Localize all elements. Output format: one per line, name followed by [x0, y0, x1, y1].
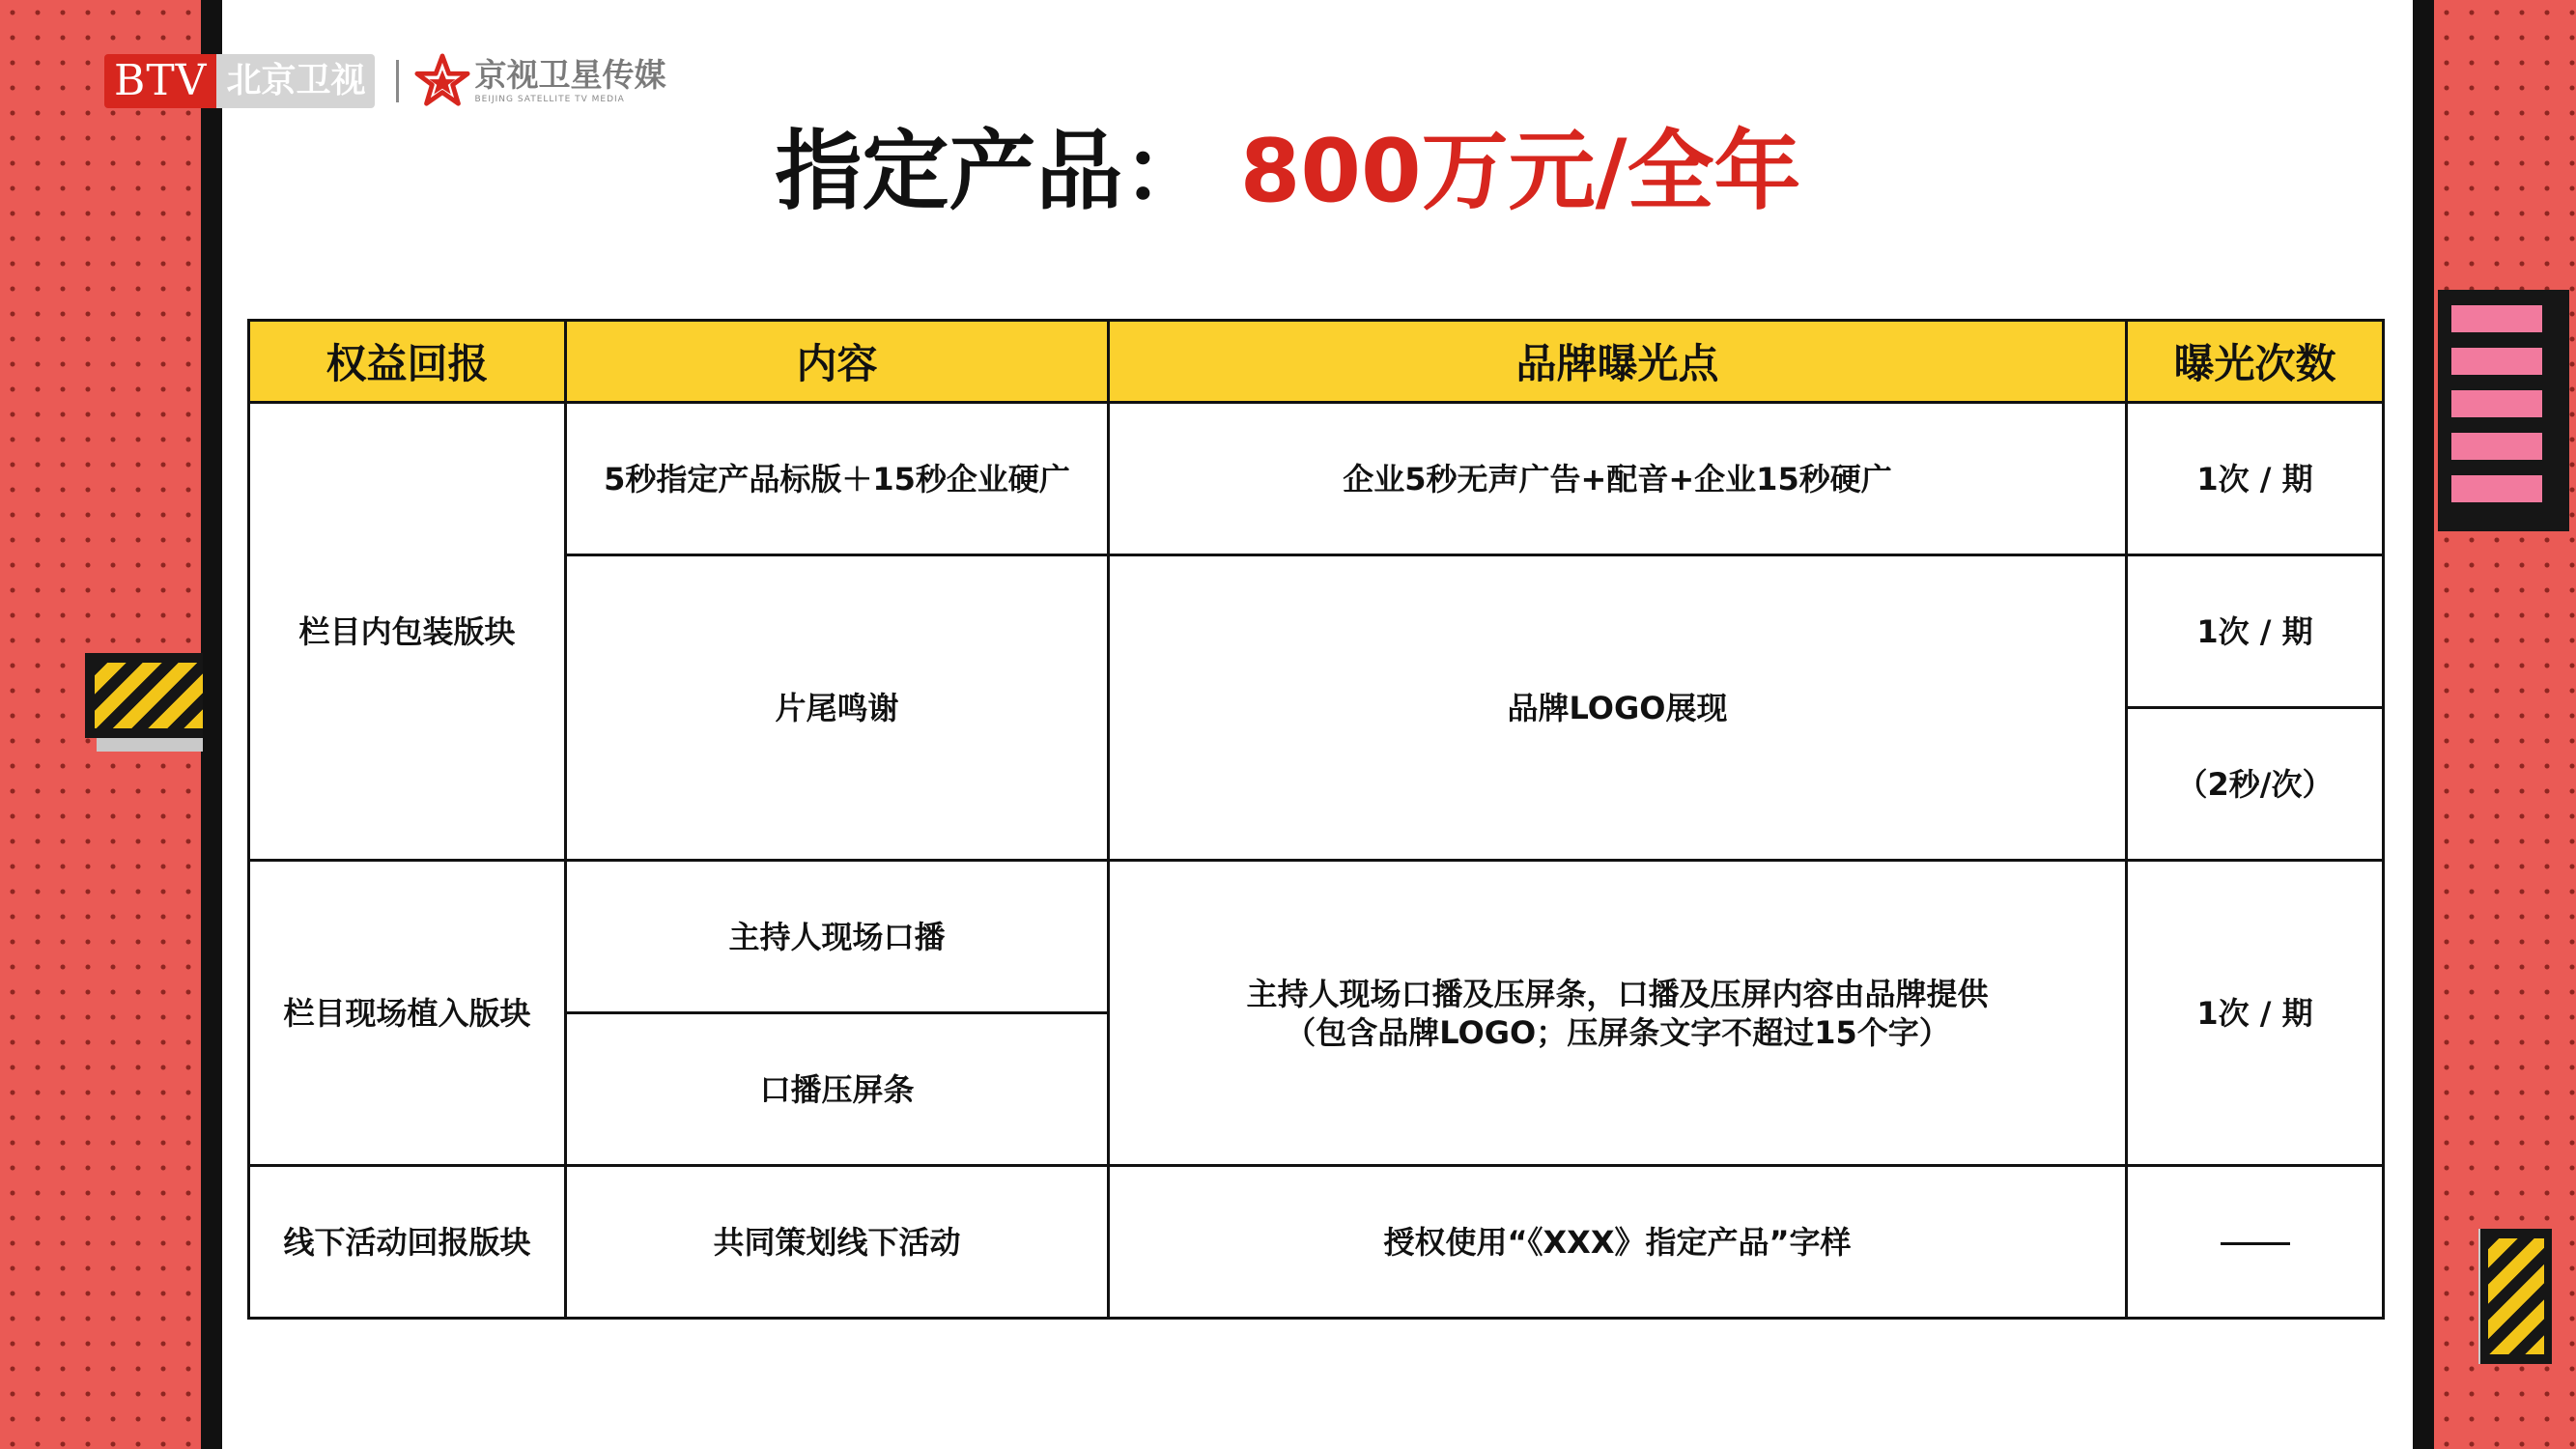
star-icon	[414, 53, 470, 109]
hazard-stripe-block-left	[85, 653, 203, 738]
count-cell: 1次 / 期	[2127, 555, 2384, 708]
exposure-cell: 授权使用“《XXX》指定产品”字样	[1109, 1166, 2127, 1319]
exposure-cell: 企业5秒无声广告+配音+企业15秒硬广	[1109, 403, 2127, 555]
company-name-cn: 京视卫星传媒	[474, 56, 666, 94]
title-main: 指定产品：	[775, 121, 1210, 222]
header-exposure-count: 曝光次数	[2127, 321, 2384, 403]
content-cell: 共同策划线下活动	[566, 1166, 1109, 1319]
hazard-block-shadow	[97, 738, 203, 752]
exposure-cell	[1109, 861, 2127, 1166]
channel-logo-text: 北京卫视	[216, 54, 375, 108]
ladder-decoration	[2438, 290, 2569, 531]
exposure-line: （包含品牌LOGO；压屏条文字不超过15个字）	[1285, 1013, 1950, 1051]
section-name: 栏目现场植入版块	[249, 861, 566, 1166]
table-row	[249, 861, 2384, 1013]
exposure-line: 主持人现场口播及压屏条，口播及压屏内容由品牌提供	[1246, 975, 1989, 1012]
table-header-row	[249, 321, 2384, 403]
table-row	[249, 555, 2384, 708]
count-note-cell: （2秒/次）	[2127, 708, 2384, 861]
company-name-en: BEIJING SATELLITE TV MEDIA	[474, 95, 625, 104]
sponsorship-table	[247, 319, 2385, 1320]
content-cell: 口播压屏条	[566, 1013, 1109, 1166]
hazard-stripe-block-right	[2480, 1229, 2552, 1364]
page-title	[0, 114, 2576, 230]
table-row	[249, 1166, 2384, 1319]
table-row	[249, 403, 2384, 555]
dash-mark	[2221, 1242, 2290, 1245]
btv-badge	[104, 54, 375, 108]
content-cell: 5秒指定产品标版＋15秒企业硬广	[566, 403, 1109, 555]
header-content: 内容	[566, 321, 1109, 403]
brand-logo	[104, 52, 665, 110]
logo-divider	[396, 60, 399, 102]
section-name: 线下活动回报版块	[249, 1166, 566, 1319]
header-rights: 权益回报	[249, 321, 566, 403]
company-logo-text	[474, 57, 665, 105]
exposure-cell: 品牌LOGO展现	[1109, 555, 2127, 861]
count-cell	[2127, 1166, 2384, 1319]
section-name: 栏目内包装版块	[249, 403, 566, 861]
count-cell: 1次 / 期	[2127, 861, 2384, 1166]
title-price: 800万元/全年	[1239, 121, 1801, 222]
count-cell: 1次 / 期	[2127, 403, 2384, 555]
content-cell: 主持人现场口播	[566, 861, 1109, 1013]
header-exposure-point: 品牌曝光点	[1109, 321, 2127, 403]
content-cell: 片尾鸣谢	[566, 555, 1109, 861]
btv-logo-text: BTV	[104, 54, 216, 108]
